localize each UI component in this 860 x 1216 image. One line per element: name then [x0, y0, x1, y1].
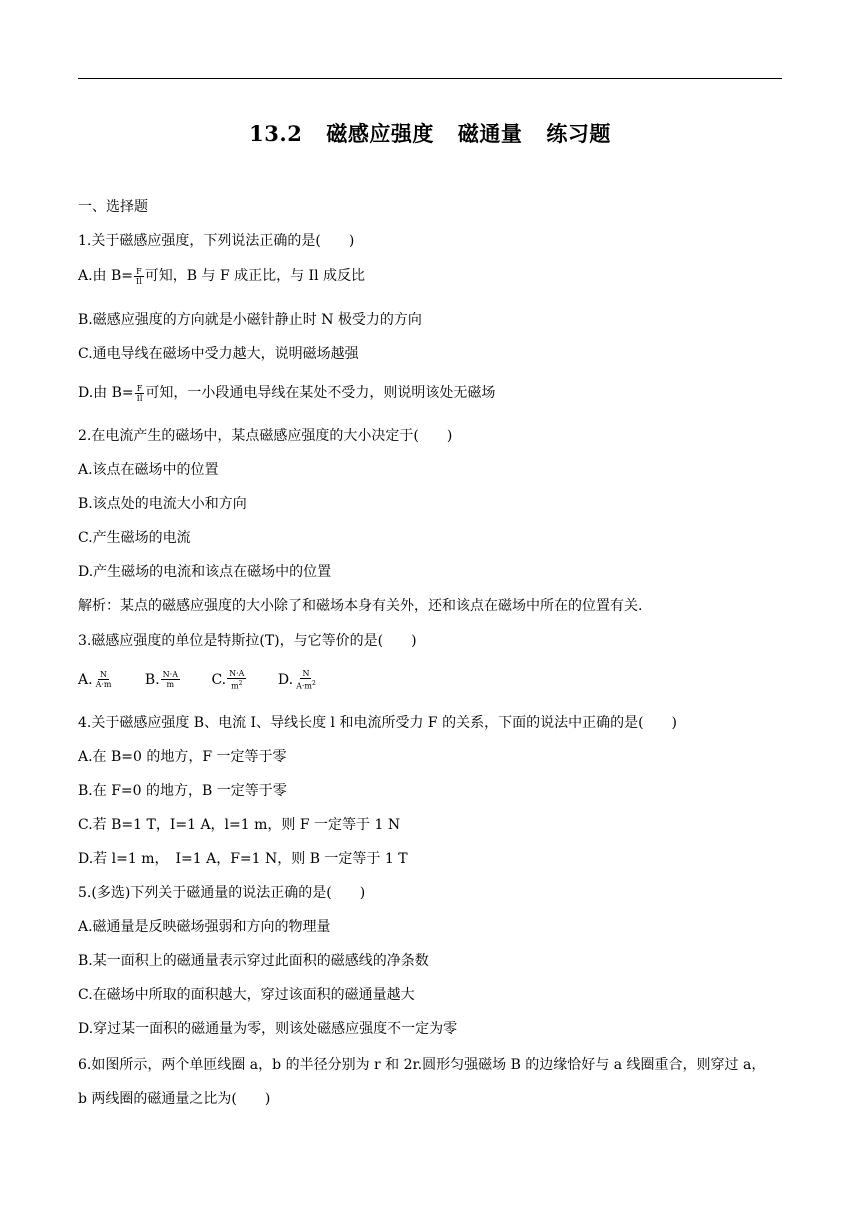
- q3-b-label: B.: [144, 671, 160, 688]
- q1-a-numerator: F: [136, 266, 142, 276]
- q3-c-numerator: N·A: [229, 669, 245, 678]
- q3-b-fraction: [161, 670, 180, 689]
- q3-a-fraction: [94, 670, 114, 689]
- q4-stem: 4.关于磁感应强度 B、电流 I、导线长度 l 和电流所受力 F 的关系，下面的说法中正确的是( ): [78, 715, 677, 731]
- q1-stem: 1.关于磁感应强度，下列说法正确的是( ): [78, 233, 355, 249]
- q3-a-label: A.: [78, 671, 93, 688]
- q3-c-fraction: [227, 669, 246, 691]
- q6-stem-line-1: 6.如图所示，两个单匝线圈 a，b 的半径分别为 r 和 2r.圆形匀强磁场 B 的边缘恰好与 a 线圈重合，则穿过 a，: [78, 1057, 766, 1073]
- q2-option-b: B.该点处的电流大小和方向: [78, 496, 247, 512]
- q3-c-exponent: 2: [238, 680, 243, 687]
- q3-d-fraction: [294, 669, 318, 691]
- q2-option-a: A.该点在磁场中的位置: [78, 462, 219, 478]
- q3-option-a: [78, 672, 114, 688]
- q1-option-b: B.磁感应强度的方向就是小磁针静止时 N 极受力的方向: [78, 312, 422, 328]
- q5-option-d: D.穿过某一面积的磁通量为零，则该处磁感应强度不一定为零: [78, 1021, 458, 1037]
- q1-d-numerator: F: [136, 383, 143, 393]
- q2-stem: 2.在电流产生的磁场中，某点磁感应强度的大小决定于( ): [78, 428, 453, 444]
- q3-a-denominator: A·m: [95, 680, 112, 690]
- q3-c-label: C.: [211, 671, 227, 688]
- q3-option-b: [145, 672, 181, 688]
- q5-option-a: A.磁通量是反映磁场强弱和方向的物理量: [78, 919, 331, 935]
- q1-d-suffix: 可知，一小段通电导线在某处不受力，则说明该处无磁场: [145, 385, 496, 401]
- q3-d-denominator: [294, 679, 318, 691]
- q2-analysis: 解析：某点的磁感应强度的大小除了和磁场本身有关外，还和该点在磁场中所在的位置有关.: [78, 598, 643, 614]
- title-part-2: 磁通量: [457, 121, 523, 146]
- q6-stem-line-2: b 两线圈的磁通量之比为( ): [78, 1091, 271, 1107]
- q1-a-denominator: Il: [136, 276, 142, 286]
- q3-a-numerator: N: [100, 670, 108, 680]
- q3-d-exponent: 2: [312, 680, 316, 687]
- q1-option-d: [78, 383, 495, 403]
- q5-option-b: B.某一面积上的磁通量表示穿过此面积的磁感线的净条数: [78, 953, 429, 969]
- q5-stem: 5.(多选)下列关于磁通量的说法正确的是( ): [78, 885, 366, 901]
- q1-option-c: C.通电导线在磁场中受力越大，说明磁场越强: [78, 346, 359, 362]
- q1-d-denominator: Il: [136, 393, 143, 403]
- q4-option-d: D.若 l=1 m， I=1 A，F=1 N，则 B 一定等于 1 T: [78, 851, 408, 867]
- header-rule: [78, 78, 782, 79]
- section-heading: 一、选择题: [78, 199, 148, 215]
- q3-b-numerator: N·A: [162, 670, 178, 680]
- q1-option-a: [78, 266, 365, 286]
- q3-option-d: [277, 669, 319, 691]
- q3-options: [78, 669, 345, 691]
- q4-option-c: C.若 B=1 T，I=1 A，l=1 m，则 F 一定等于 1 N: [78, 817, 401, 833]
- q3-c-denominator-base: m: [231, 681, 239, 691]
- q3-b-denominator: m: [166, 680, 175, 690]
- q1-d-prefix: D.由 B=: [78, 385, 134, 401]
- q3-stem: 3.磁感应强度的单位是特斯拉(T)，与它等价的是( ): [78, 633, 417, 649]
- q3-d-denominator-base: A·m: [296, 681, 312, 691]
- q1-d-fraction: [135, 384, 145, 403]
- q3-d-numerator: N: [302, 669, 310, 678]
- title-part-1: 磁感应强度: [326, 121, 434, 146]
- q3-c-denominator: [229, 679, 244, 691]
- q3-d-label: D.: [277, 671, 294, 688]
- q2-option-c: C.产生磁场的电流: [78, 530, 191, 546]
- q4-option-a: A.在 B=0 的地方，F 一定等于零: [78, 749, 287, 765]
- q3-option-c: [211, 669, 247, 691]
- q1-a-suffix: 可知，B 与 F 成正比，与 Il 成反比: [144, 268, 366, 284]
- q4-option-b: B.在 F=0 的地方，B 一定等于零: [78, 783, 287, 799]
- page-title: [0, 118, 860, 148]
- q2-option-d: D.产生磁场的电流和该点在磁场中的位置: [78, 564, 332, 580]
- title-part-3: 练习题: [546, 121, 611, 146]
- q1-a-prefix: A.由 B=: [78, 268, 134, 284]
- q1-a-fraction: [134, 267, 144, 286]
- title-number: 13.2: [249, 121, 303, 146]
- q5-option-c: C.在磁场中所取的面积越大，穿过该面积的磁通量越大: [78, 987, 415, 1003]
